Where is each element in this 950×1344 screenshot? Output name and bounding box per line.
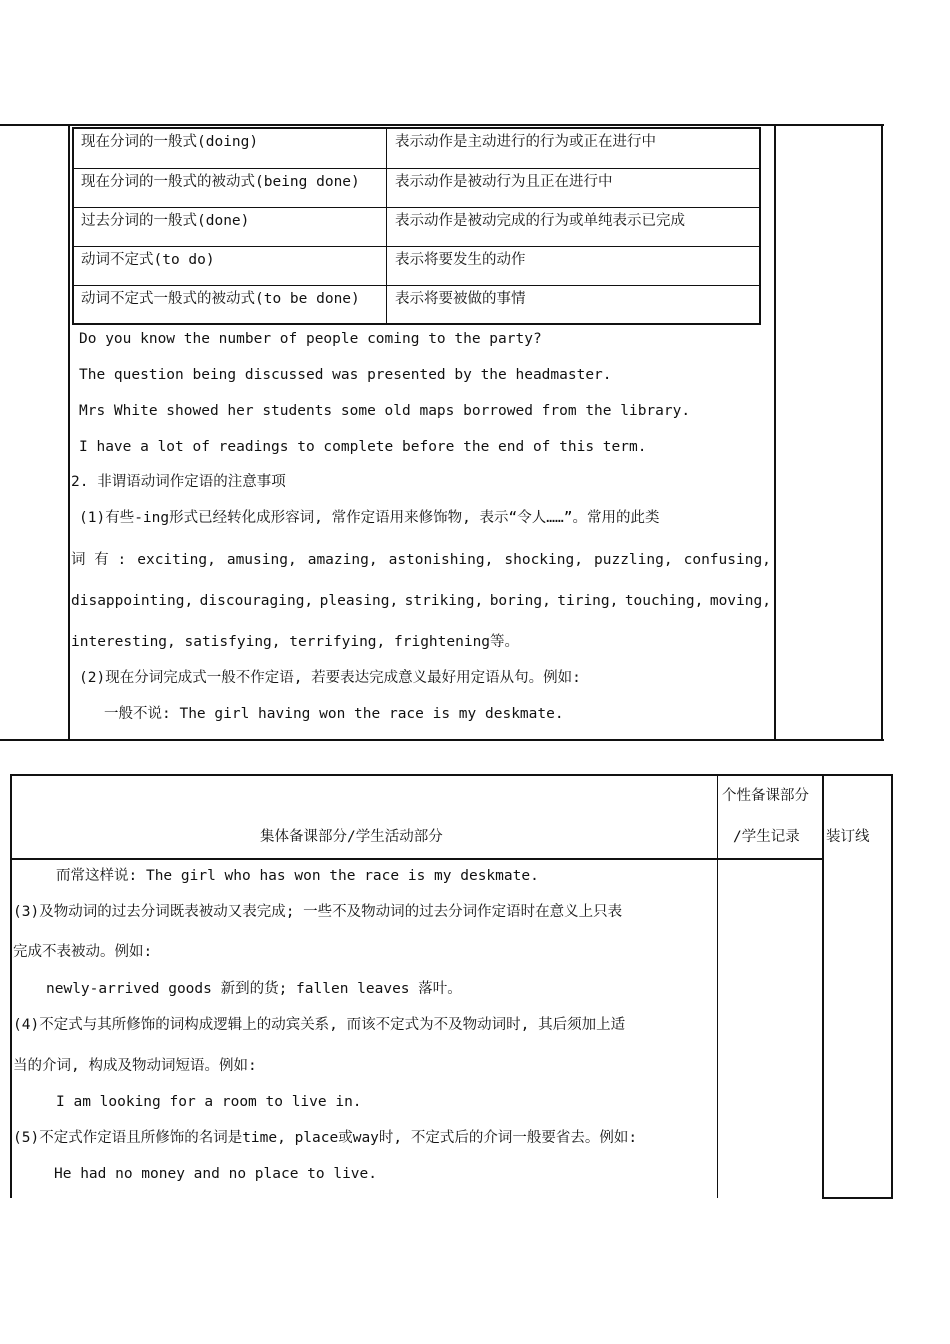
lesson-line: (5)不定式作定语且所修饰的名词是time, place或way时, 不定式后的介词一般要省去。例如: [13, 1130, 638, 1146]
table1-bottom-border [72, 323, 761, 325]
word: boring, [489, 593, 551, 609]
table1-meaning-cell: 表示动作是被动行为且正在进行中 [395, 174, 613, 190]
word: shocking, [504, 552, 583, 568]
example-sentence: The question being discussed was presented by the headmaster. [79, 367, 612, 383]
word: discouraging, [199, 593, 314, 609]
paragraph-line: interesting, satisfying, terrifying, frightening等。 [71, 634, 520, 650]
table1-right-border [759, 127, 761, 325]
lesson-line: 完成不表被动。例如: [13, 944, 153, 960]
word: tiring, [557, 593, 619, 609]
word: puzzling, [594, 552, 673, 568]
table1-form-cell: 现在分词的一般式的被动式(being done) [81, 174, 360, 190]
lesson-line: (3)及物动词的过去分词既表被动又表完成; 一些不及物动词的过去分词作定语时在意义上只表 [13, 904, 623, 920]
table2-side-column-divider [717, 775, 718, 1198]
table2-header-main: 集体备课部分/学生活动部分 [260, 829, 443, 845]
top-frame-right-border [881, 124, 883, 741]
table2-header-side: 个性备课部分 [722, 788, 809, 804]
word: moving, [709, 593, 771, 609]
binding-column-bottom-border [822, 1197, 893, 1199]
word: astonishing, [388, 552, 494, 568]
word: touching, [624, 593, 704, 609]
example-sentence: I have a lot of readings to complete before the end of this term. [79, 439, 647, 455]
binding-line-label: 装订线 [826, 829, 870, 845]
word: amazing, [307, 552, 378, 568]
top-frame-divider-left [68, 124, 70, 741]
lesson-line: 而常这样说: The girl who has won the race is my deskmate. [56, 868, 539, 884]
table1-row-divider [73, 168, 760, 169]
table1-row-divider [73, 246, 760, 247]
word: exciting, [137, 552, 216, 568]
table1-form-cell: 现在分词的一般式(doing) [81, 134, 259, 150]
table2-header-divider [10, 858, 823, 860]
table2-left-border [10, 774, 12, 1198]
word: confusing, [683, 552, 771, 568]
paragraph-line: (1)有些-ing形式已经转化成形容词, 常作定语用来修饰物, 表示“令人……”。常用的此类 [79, 510, 660, 526]
table1-column-divider [386, 128, 387, 324]
table1-row-divider [73, 285, 760, 286]
lesson-line: 当的介词, 构成及物动词短语。例如: [13, 1058, 257, 1074]
example-sentence: Mrs White showed her students some old maps borrowed from the library. [79, 403, 691, 419]
table1-meaning-cell: 表示动作是被动完成的行为或单纯表示已完成 [395, 213, 685, 229]
table2-header-side: /学生记录 [733, 829, 800, 845]
example-sentence: Do you know the number of people coming to the party? [79, 331, 542, 347]
word: amusing, [226, 552, 297, 568]
table1-top-border [72, 127, 761, 129]
top-frame-top-border [0, 124, 884, 126]
word: disappointing, [71, 593, 194, 609]
table1-meaning-cell: 表示将要发生的动作 [395, 252, 526, 268]
table1-form-cell: 动词不定式一般式的被动式(to be done) [81, 291, 360, 307]
table1-form-cell: 过去分词的一般式(done) [81, 213, 250, 229]
table1-meaning-cell: 表示将要被做的事情 [395, 291, 526, 307]
binding-column-left-border [822, 774, 824, 1199]
table1-form-cell: 动词不定式(to do) [81, 252, 215, 268]
word: 词 有 : [71, 552, 127, 568]
table1-left-border [72, 127, 74, 325]
adjective-list-line [71, 592, 771, 610]
section-heading: 2. 非谓语动词作定语的注意事项 [71, 474, 286, 490]
lesson-line: (4)不定式与其所修饰的词构成逻辑上的动宾关系, 而该不定式为不及物动词时, 其后须加上适 [13, 1017, 626, 1033]
table1-row-divider [73, 207, 760, 208]
top-frame-divider-right [774, 124, 776, 741]
paragraph-line: (2)现在分词完成式一般不作定语, 若要表达完成意义最好用定语从句。例如: [79, 670, 581, 686]
lesson-line: newly-arrived goods 新到的货; fallen leaves 落叶。 [46, 981, 462, 997]
top-frame-bottom-border [0, 739, 884, 741]
table2-top-border [10, 774, 893, 776]
binding-column-right-border [891, 774, 893, 1199]
word: pleasing, [319, 593, 399, 609]
lesson-line: I am looking for a room to live in. [56, 1094, 362, 1110]
adjective-list-line [71, 551, 771, 569]
word: striking, [404, 593, 484, 609]
lesson-line: He had no money and no place to live. [54, 1166, 378, 1182]
example-sentence: 一般不说: The girl having won the race is my deskmate. [104, 706, 564, 722]
table1-meaning-cell: 表示动作是主动进行的行为或正在进行中 [395, 134, 656, 150]
